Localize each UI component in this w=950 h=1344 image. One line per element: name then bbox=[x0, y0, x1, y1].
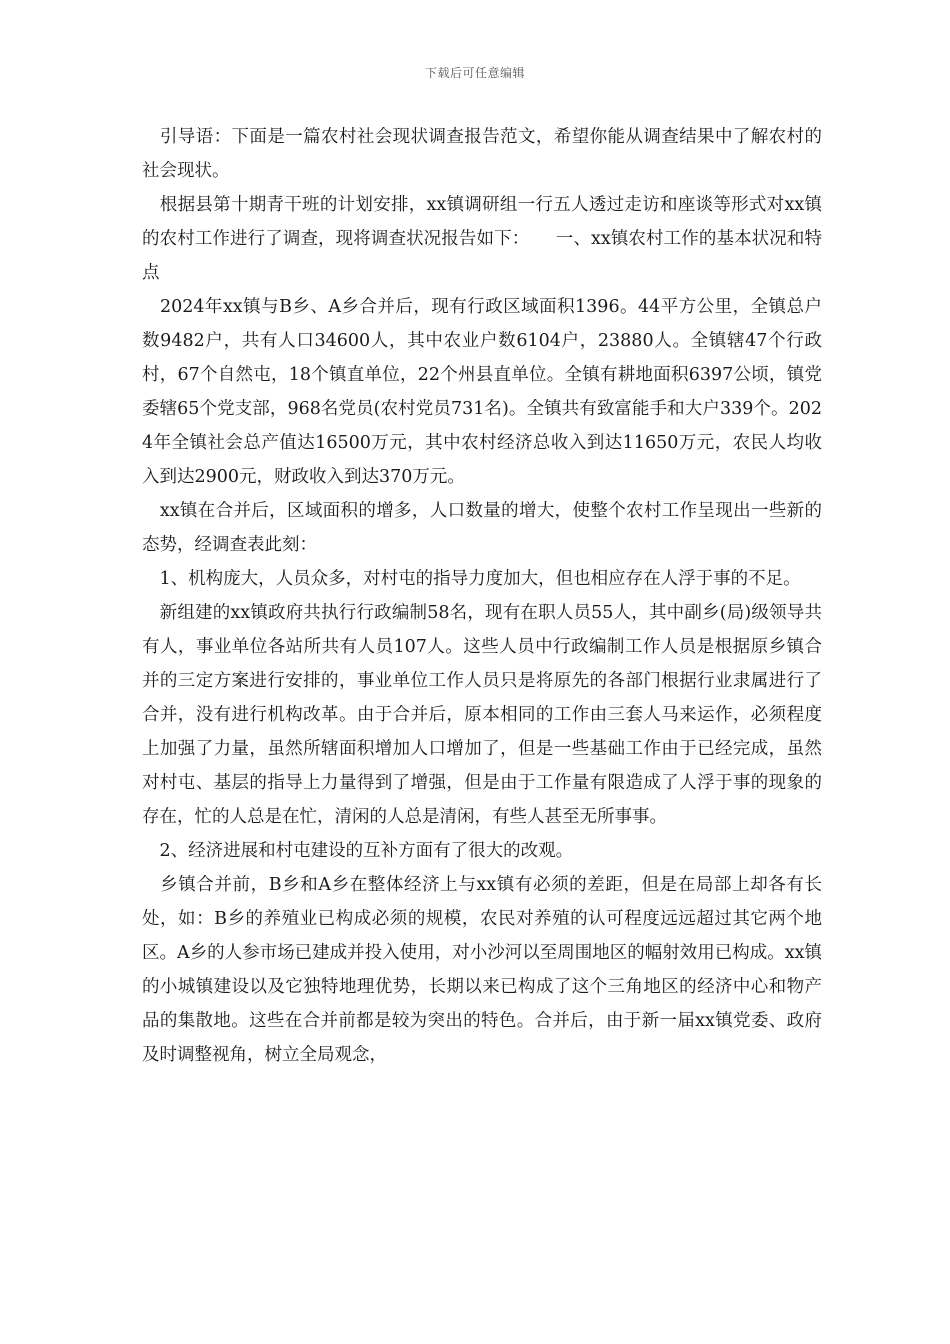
document-body bbox=[142, 120, 822, 1072]
paragraph-economy: 乡镇合并前，B乡和A乡在整体经济上与xx镇有必须的差距，但是在局部上却各有长处，如：B乡的养殖业已构成必须的规模，农民对养殖的认可程度远远超过其它两个地区。A乡的人参市场已建成并投入使用，对小沙河以至周围地区的幅射效用已构成。xx镇的小城镇建设以及它独特地理优势，长期以来已构成了这个三角地区的经济中心和物产品的集散地。这些在合并前都是较为突出的特色。合并后，由于新一届xx镇党委、政府及时调整视角，树立全局观念， bbox=[142, 875, 822, 1065]
paragraph-point-1: 1、机构庞大，人员众多，对村屯的指导力度加大，但也相应存在人浮于事的不足。 bbox=[142, 569, 801, 589]
paragraph-statistics: 2024年xx镇与B乡、A乡合并后，现有行政区域面积1396。44平方公里，全镇总户数9482户，共有人口34600人，其中农业户数6104户，23880人。全镇辖47个行政村，67个自然屯，18个镇直单位，22个州县直单位。全镇有耕地面积6397公顷，镇党委辖65个党支部，968名党员(农村党员731名)。全镇共有致富能手和大户339个。2024年全镇社会总产值达16500万元，其中农村经济总收入到达11650万元，农民人均收入到达2900元，财政收入到达370万元。 bbox=[142, 297, 822, 487]
page-header: 下载后可任意编辑 bbox=[424, 66, 525, 80]
paragraph-staffing: 新组建的xx镇政府共执行行政编制58名，现有在职人员55人，其中副乡(局)级领导共有人，事业单位各站所共有人员107人。这些人员中行政编制工作人员是根据原乡镇合并的三定方案进行安排的，事业单位工作人员只是将原先的各部门根据行业隶属进行了合并，没有进行机构改革。由于合并后，原本相同的工作由三套人马来运作，必须程度上加强了力量，虽然所辖面积增加人口增加了，但是一些基础工作由于已经完成，虽然对村屯、基层的指导上力量得到了增强，但是由于工作量有限造成了人浮于事的现象的存在，忙的人总是在忙，清闲的人总是清闲，有些人甚至无所事事。 bbox=[142, 603, 822, 827]
paragraph-new-situation: xx镇在合并后，区域面积的增多，人口数量的增大，使整个农村工作呈现出一些新的态势，经调查表此刻： bbox=[142, 501, 822, 555]
paragraph-intro: 引导语：下面是一篇农村社会现状调查报告范文，希望你能从调查结果中了解农村的社会现状。 bbox=[142, 127, 822, 181]
paragraph-point-2: 2、经济进展和村屯建设的互补方面有了很大的改观。 bbox=[142, 841, 574, 861]
paragraph-background: 根据县第十期青干班的计划安排，xx镇调研组一行五人透过走访和座谈等形式对xx镇的农村工作进行了调查，现将调查状况报告如下： 一、xx镇农村工作的基本状况和特点 bbox=[142, 195, 822, 283]
